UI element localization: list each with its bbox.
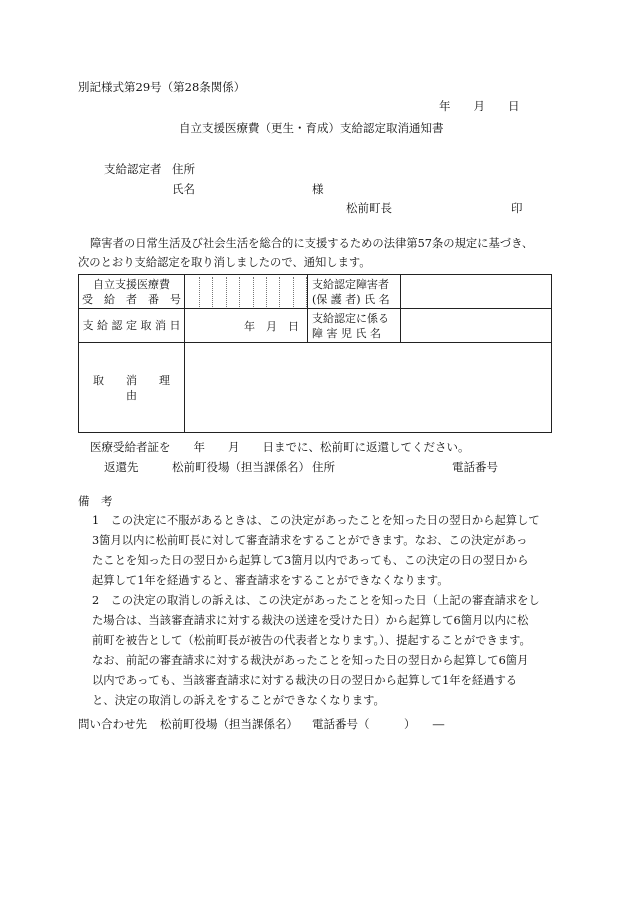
digit-boxes	[199, 277, 307, 307]
notes-heading: 備 考	[78, 494, 113, 508]
addressee-label: 支給認定者	[104, 162, 162, 176]
note-2-line: 2 この決定の取消しの訴えは、この決定があったことを知った日（上記の審査請求をし	[92, 594, 540, 607]
return-instruction: 医療受給者証を 年 月 日までに、松前町に返還してください。	[90, 440, 470, 454]
name-label: 氏名	[172, 182, 195, 196]
reason-label: 取 消 理 由	[79, 343, 185, 433]
cancel-date-label: 支 給 認 定 取 消 日	[79, 309, 185, 343]
return-destination-label: 返還先	[104, 460, 139, 474]
cancel-date-field[interactable]: 年 月 日	[185, 309, 308, 343]
table-row	[79, 275, 552, 309]
note-1-line: 起算して1年を経過すると、審査請求をすることができなくなります。	[92, 574, 449, 587]
seal-mark: 印	[511, 201, 523, 215]
table-row	[79, 343, 552, 433]
contact-office: 松前町役場（担当課係名）	[160, 717, 298, 731]
honorific: 様	[312, 182, 324, 196]
note-2-line: 以内であっても、当該審査請求に対する裁決の日の翌日から起算して1年を経過する	[92, 674, 518, 687]
child-name-label: 支給認定に係る 障 害 児 氏 名	[308, 309, 401, 343]
reason-field[interactable]	[185, 343, 552, 433]
issue-date: 年 月 日	[439, 99, 520, 113]
return-destination: 松前町役場（担当課係名）	[172, 460, 310, 474]
intro-line-1: 障害者の日常生活及び社会生活を総合的に支援するための法律第57条の規定に基づき、	[90, 237, 534, 250]
note-2-line: と、決定の取消しの訴えをすることができなくなります。	[92, 694, 385, 707]
recipient-number-field[interactable]	[185, 275, 308, 309]
certification-table	[78, 274, 552, 433]
note-1-line: 3箇月以内に松前町長に対して審査請求をすることができます。なお、この決定があっ	[92, 534, 528, 547]
note-2-line: 前町を被告として（松前町長が被告の代表者となります。）、提起することができます。	[92, 634, 531, 647]
form-reference: 別記様式第29号（第28条関係）	[78, 80, 246, 94]
return-phone-label: 電話番号	[452, 460, 498, 474]
note-2-line: た場合は、当該審査請求に対する裁決の送達を受けた日）から起算して6箇月以内に松	[92, 614, 529, 627]
document-title: 自立支援医療費（更生・育成）支給認定取消通知書	[179, 121, 444, 135]
contact-phone: 電話番号（ ） ―	[312, 717, 445, 731]
note-1-line: 1 この決定に不服があるときは、この決定があったことを知った日の翌日から起算して	[92, 514, 540, 527]
table-row	[79, 309, 552, 343]
issuer-name: 松前町長	[346, 201, 392, 215]
holder-name-label: 支給認定障害者 (保 護 者) 氏 名	[308, 275, 401, 309]
child-name-field[interactable]	[401, 309, 552, 343]
contact-label: 問い合わせ先	[78, 717, 147, 731]
note-1-line: たことを知った日の翌日から起算して3箇月以内であっても、この決定の日の翌日から	[92, 554, 529, 567]
recipient-number-label: 自立支援医療費 受 給 者 番 号	[79, 275, 185, 309]
note-2-line: なお、前記の審査請求に対する裁決があったことを知った日の翌日から起算して6箇月	[92, 654, 529, 667]
holder-name-field[interactable]	[401, 275, 552, 309]
return-address-label: 住所	[312, 460, 335, 474]
intro-line-2: 次のとおり支給認定を取り消しましたので、通知します。	[78, 256, 371, 269]
address-label: 住所	[172, 162, 195, 176]
